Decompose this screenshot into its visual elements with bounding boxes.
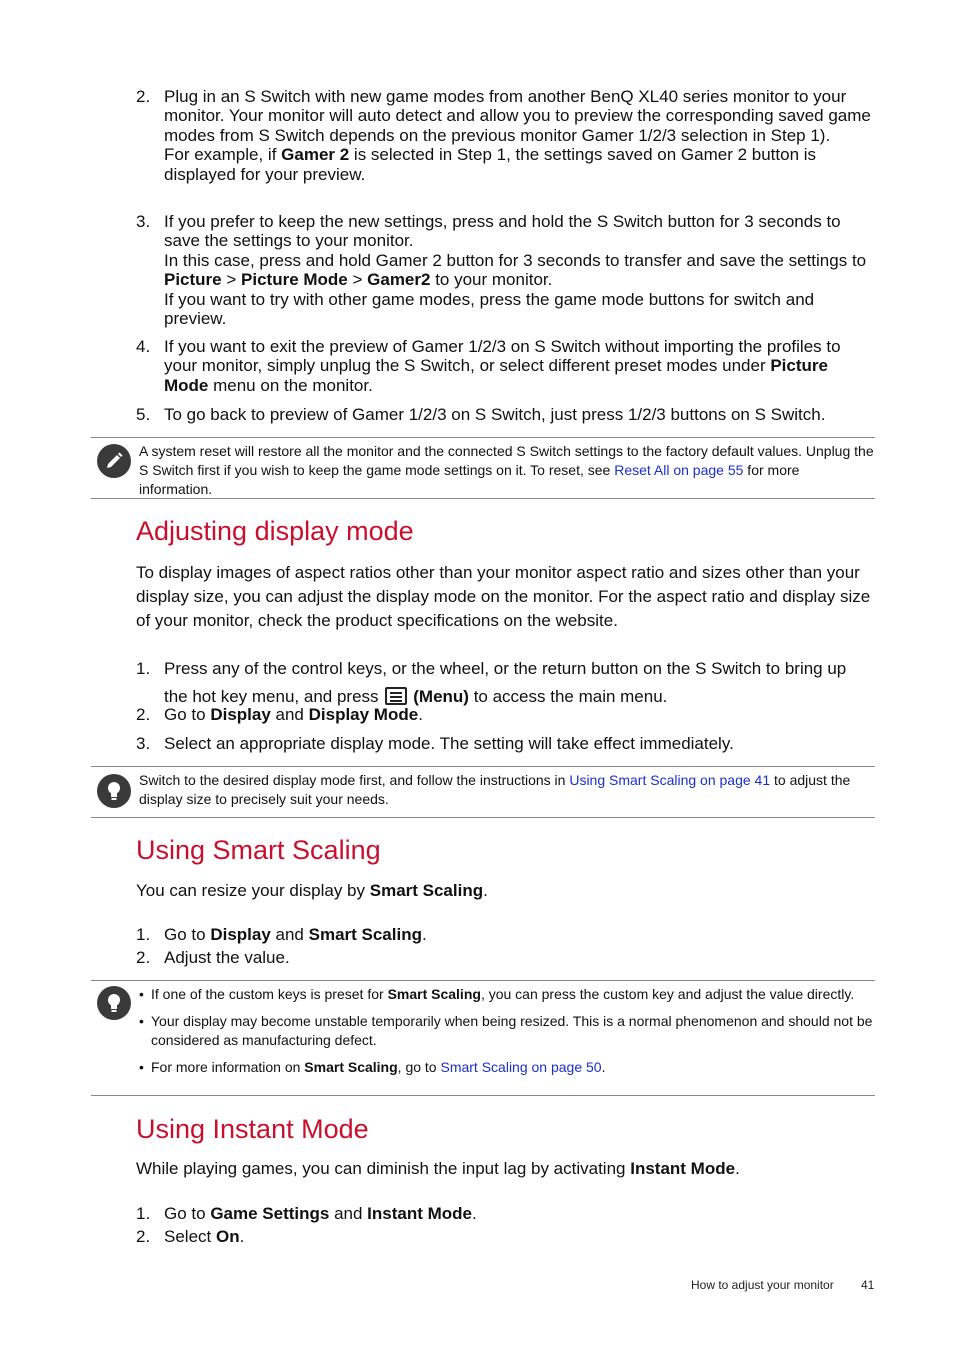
footer-label: How to adjust your monitor <box>691 1278 834 1292</box>
item-number: 2. <box>136 705 151 724</box>
list-item <box>136 734 872 753</box>
list-item <box>136 655 872 711</box>
list-item <box>136 87 872 184</box>
item-text: If you prefer to keep the new settings, press and hold the S Switch button for 3 seconds to save the settings to your monitor. <box>164 212 841 251</box>
lightbulb-icon <box>97 774 131 808</box>
smart-scaling-page50-link[interactable]: Smart Scaling on page 50 <box>440 1059 602 1075</box>
item-text: Select On. <box>164 1227 245 1246</box>
item-number: 4. <box>136 337 151 356</box>
item-text: Go to Display and Display Mode. <box>164 705 423 724</box>
item-number: 2. <box>136 87 151 106</box>
item-number: 1. <box>136 1204 151 1223</box>
list-item <box>136 1204 872 1223</box>
list-item <box>136 405 872 424</box>
item-number: 5. <box>136 405 151 424</box>
tip-box <box>91 766 875 818</box>
item-number: 3. <box>136 734 151 753</box>
lightbulb-icon <box>97 986 131 1020</box>
item-text: For example, if Gamer 2 is selected in Step 1, the settings saved on Gamer 2 button is displayed for your preview. <box>164 145 817 184</box>
item-text: Go to Display and Smart Scaling. <box>164 925 427 944</box>
item-text: In this case, press and hold Gamer 2 button for 3 seconds to transfer and save the settings to Picture > Picture Mode > Gamer2 to your monitor. <box>164 250 867 290</box>
item-text: To go back to preview of Gamer 1/2/3 on S Switch, just press 1/2/3 buttons on S Switch. <box>164 405 826 424</box>
item-number: 1. <box>136 659 151 678</box>
list-item <box>136 1227 872 1246</box>
list-item <box>136 948 872 967</box>
note-text: A system reset will restore all the monitor and the connected S Switch settings to the factory default values. Unplug the S Switch first if you wish to keep the game mode settings on it. To reset, see Reset All on page 55 for more information. <box>139 443 874 497</box>
tip-bullet: • For more information on Smart Scaling, go to Smart Scaling on page 50. <box>139 1058 875 1077</box>
section-heading: Using Smart Scaling <box>136 835 381 865</box>
item-number: 1. <box>136 925 151 944</box>
reset-all-link[interactable]: Reset All on page 55 <box>614 462 744 478</box>
paragraph: You can resize your display by Smart Scaling. <box>136 881 488 900</box>
list-item <box>136 337 872 395</box>
section-heading: Adjusting display mode <box>136 516 414 546</box>
menu-icon <box>385 687 407 705</box>
item-number: 2. <box>136 1227 151 1246</box>
tip-text: Switch to the desired display mode first, and follow the instructions in Using Smart Scaling on page 41 to adjust the display size to precisely suit your needs. <box>139 772 851 807</box>
smart-scaling-link[interactable]: Using Smart Scaling on page 41 <box>569 772 771 788</box>
item-number: 2. <box>136 948 151 967</box>
item-text: If you want to exit the preview of Gamer 1/2/3 on S Switch without importing the profiles to your monitor, simply unplug the S Switch, or select different preset modes under Picture Mode menu on the monitor. <box>164 337 841 395</box>
tip-bullet: • Your display may become unstable temporarily when being resized. This is a normal phenomenon and should not be considered as manufacturing defect. <box>139 1012 875 1050</box>
pencil-icon <box>97 444 131 478</box>
item-text: If you want to try with other game modes, press the game mode buttons for switch and preview. <box>164 289 815 329</box>
paragraph: While playing games, you can diminish the input lag by activating Instant Mode. <box>136 1159 740 1178</box>
list-item <box>136 212 872 328</box>
tip-bullet: • If one of the custom keys is preset for Smart Scaling, you can press the custom key and adjust the value directly. <box>139 985 875 1004</box>
item-text: Plug in an S Switch with new game modes from another BenQ XL40 series monitor to your monitor. Your monitor will auto detect and allow you to preview the corresponding saved game modes from S Switch depends on the previous monitor Gamer 1/2/3 selection in Step 1). <box>164 87 871 145</box>
item-text: Press any of the control keys, or the wheel, or the return button on the S Switch to bring up the hot key menu, and press (Menu) to access the main menu. <box>164 659 847 706</box>
item-number: 3. <box>136 212 151 231</box>
tips-list <box>139 981 875 1081</box>
note-box <box>91 437 875 499</box>
list-item <box>136 705 872 724</box>
item-text: Select an appropriate display mode. The setting will take effect immediately. <box>164 734 734 753</box>
list-item <box>136 925 872 944</box>
paragraph: To display images of aspect ratios other than your monitor aspect ratio and sizes other than your display size, you can adjust the display mode on the monitor. For the aspect ratio and display size of your monitor, check the product specifications on the website. <box>136 563 871 630</box>
item-text: Go to Game Settings and Instant Mode. <box>164 1204 477 1223</box>
item-text: Adjust the value. <box>164 948 290 967</box>
tips-box <box>91 980 875 1096</box>
section-heading: Using Instant Mode <box>136 1114 369 1144</box>
page-number: 41 <box>861 1278 875 1292</box>
